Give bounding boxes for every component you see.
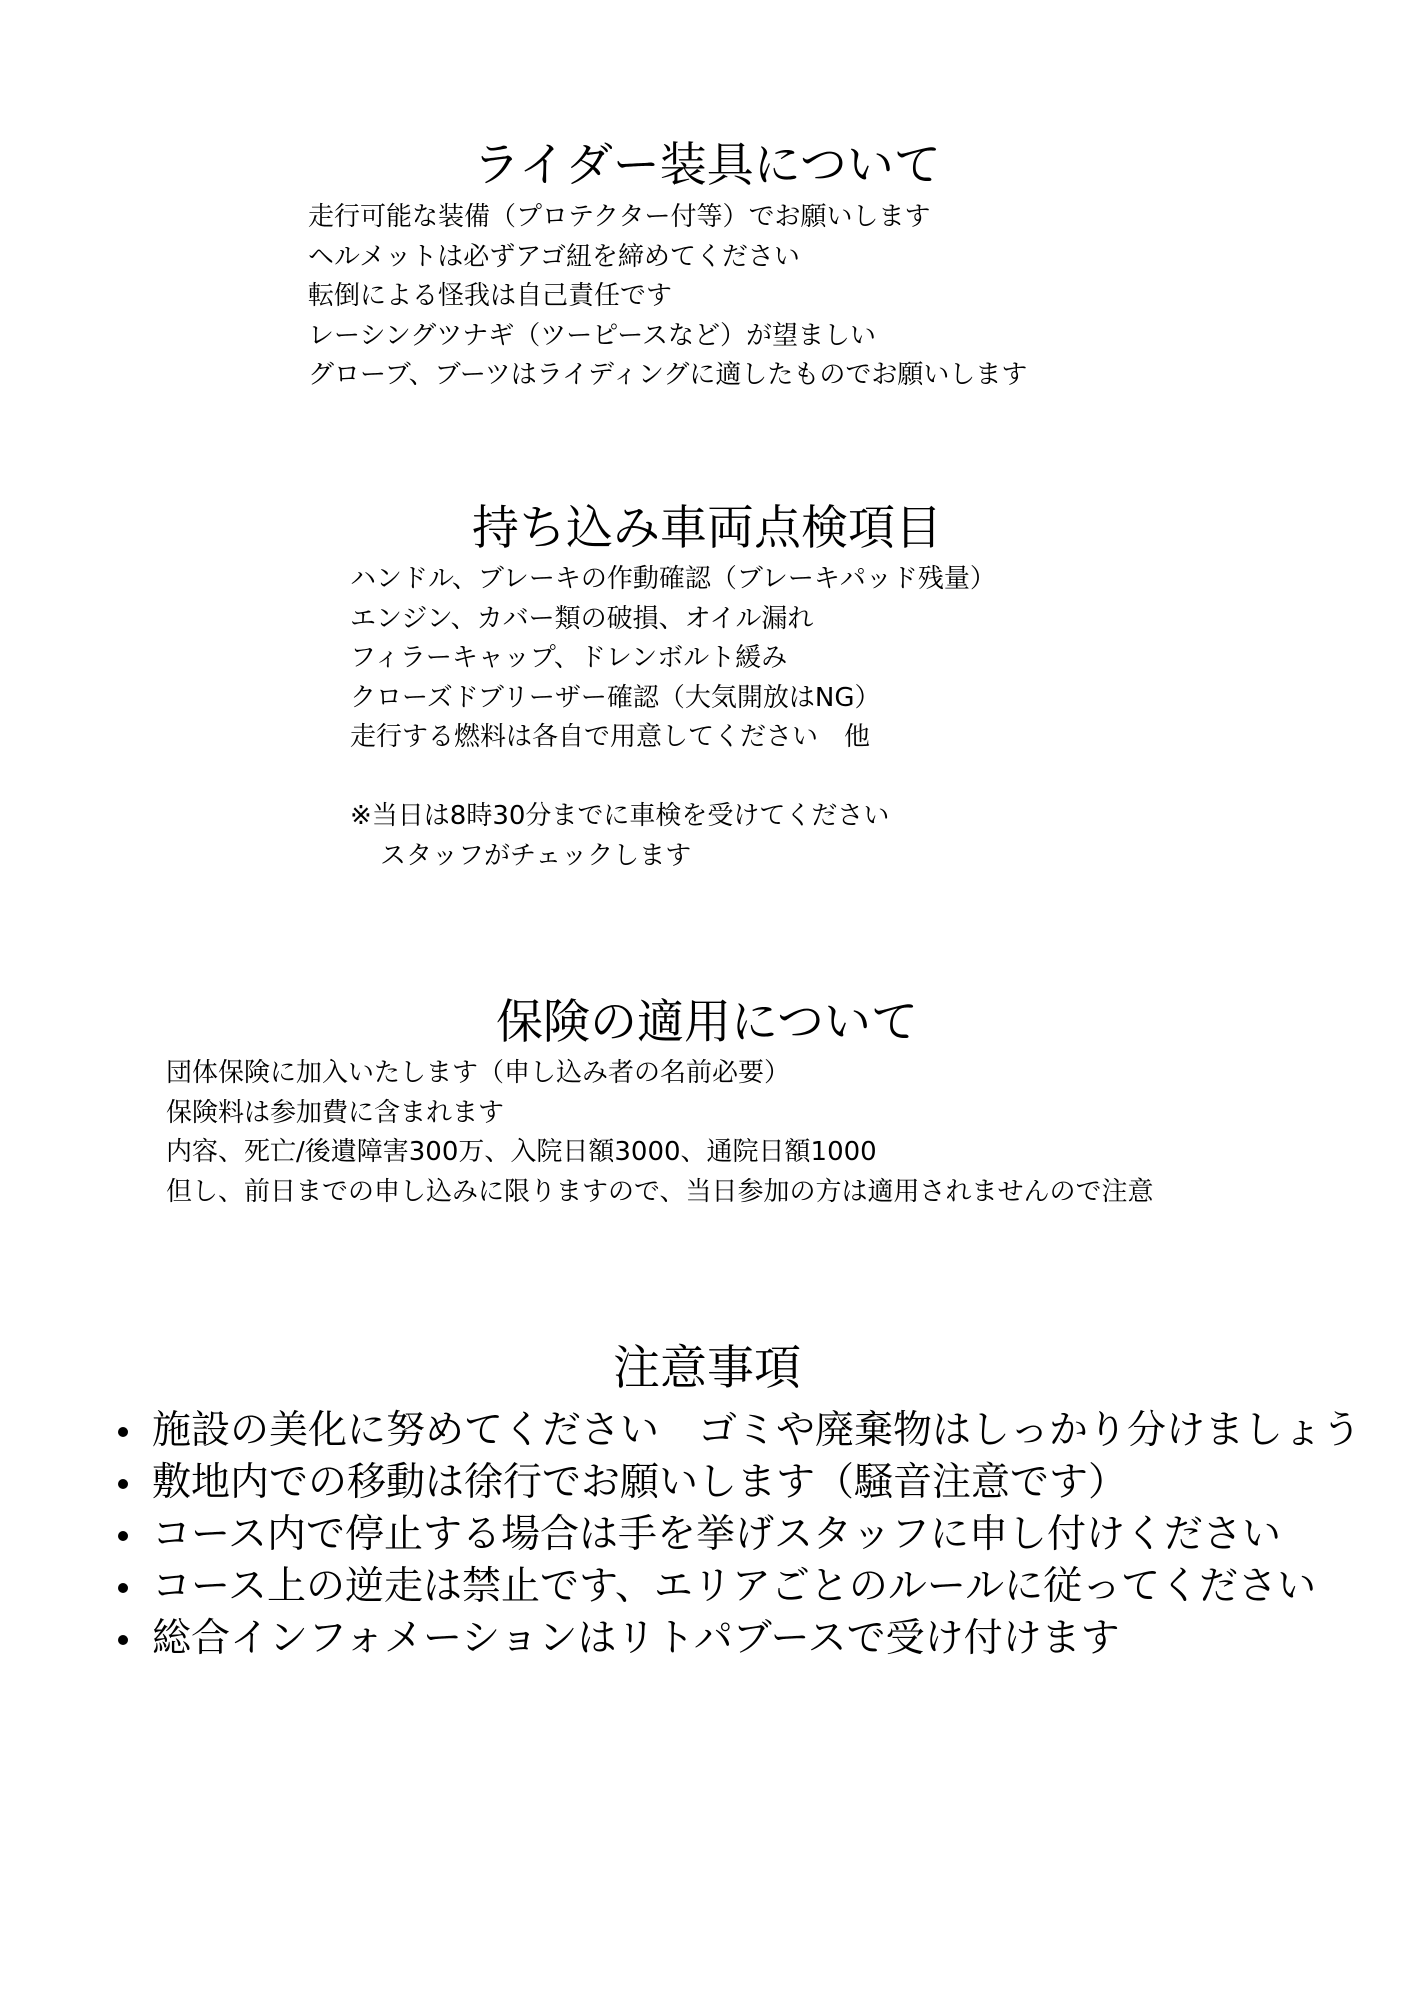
note-line: スタッフがチェックします bbox=[380, 840, 692, 871]
list-item bbox=[118, 1457, 1361, 1509]
list-item: 走行する燃料は各自で用意してください 他 bbox=[350, 722, 871, 752]
list-item: ヘルメットは必ずアゴ紐を締めてください bbox=[308, 241, 800, 272]
list-item bbox=[118, 1405, 1361, 1457]
vehicle-inspection-list bbox=[350, 560, 996, 758]
list-item: クローズドブリーザー確認（大気開放はNG） bbox=[350, 682, 881, 713]
cautions-title: 注意事項 bbox=[613, 1341, 801, 1396]
list-item: グローブ、ブーツはライディングに適したものでお願いします bbox=[308, 360, 1028, 390]
bullet-icon bbox=[118, 1427, 128, 1437]
list-item bbox=[118, 1509, 1361, 1561]
list-item: フィラーキャップ、ドレンボルト緩み bbox=[350, 643, 788, 673]
list-item: エンジン、カバー類の破損、オイル漏れ bbox=[350, 603, 814, 634]
bullet-icon bbox=[118, 1583, 128, 1593]
list-item: 団体保険に加入いたします（申し込み者の名前必要） bbox=[166, 1058, 791, 1088]
list-item-text: 施設の美化に努めてください ゴミや廃棄物はしっかり分けましょう bbox=[152, 1408, 1362, 1453]
list-item: 保険料は参加費に含まれます bbox=[166, 1097, 505, 1128]
list-item bbox=[118, 1561, 1361, 1613]
insurance-list bbox=[166, 1054, 1153, 1212]
bullet-icon bbox=[118, 1479, 128, 1489]
list-item: 走行可能な装備（プロテクター付等）でお願いします bbox=[308, 202, 931, 232]
cautions-list bbox=[118, 1405, 1361, 1665]
rider-gear-title: ライダー装具について bbox=[473, 138, 941, 193]
bullet-icon bbox=[118, 1531, 128, 1541]
list-item bbox=[118, 1613, 1361, 1665]
vehicle-inspection-title: 持ち込み車両点検項目 bbox=[472, 501, 942, 556]
list-item: 転倒による怪我は自己責任です bbox=[308, 281, 673, 311]
inspection-note bbox=[350, 797, 889, 876]
list-item-text: コース上の逆走は禁止です、エリアごとのルールに従ってください bbox=[152, 1564, 1317, 1609]
list-item-text: コース内で停止する場合は手を挙げスタッフに申し付けください bbox=[152, 1512, 1282, 1557]
list-item-text: 総合インフォメーションはリトパブースで受け付けます bbox=[152, 1616, 1120, 1661]
bullet-icon bbox=[118, 1635, 128, 1645]
list-item-text: 敷地内での移動は徐行でお願いします（騒音注意です） bbox=[152, 1460, 1128, 1505]
note-line: ※当日は8時30分までに車検を受けてください bbox=[350, 801, 890, 831]
list-item: 内容、死亡/後遺障害300万、入院日額3000、通院日額1000 bbox=[166, 1137, 877, 1167]
insurance-title: 保険の適用について bbox=[495, 995, 919, 1050]
list-item: レーシングツナギ（ツーピースなど）が望ましい bbox=[308, 320, 876, 351]
list-item: ハンドル、ブレーキの作動確認（ブレーキパッド残量） bbox=[350, 564, 996, 594]
rider-gear-list bbox=[308, 198, 1027, 396]
list-item: 但し、前日までの申し込みに限りますので、当日参加の方は適用されませんので注意 bbox=[166, 1176, 1154, 1207]
